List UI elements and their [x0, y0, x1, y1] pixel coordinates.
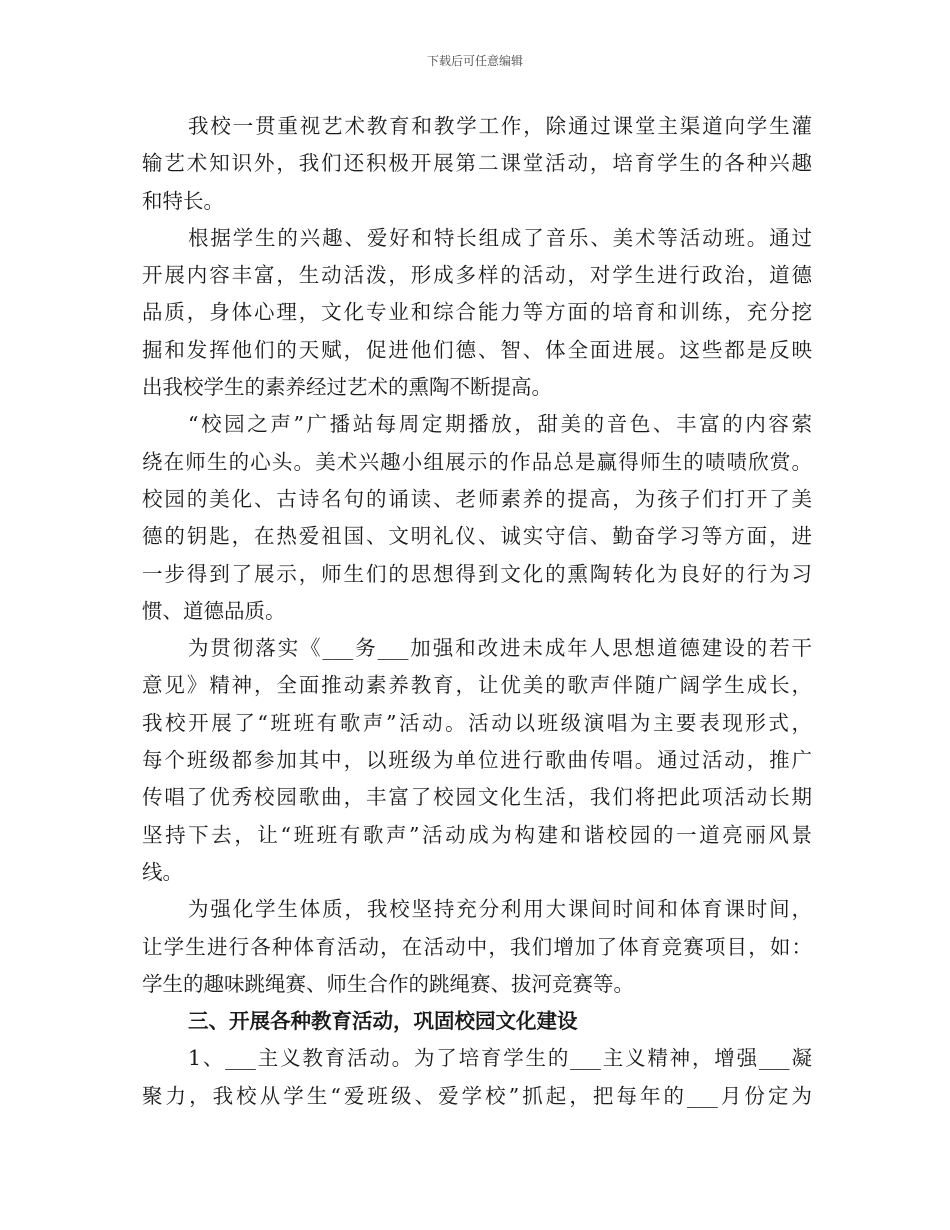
paragraph-line: 一步得到了展示，师生们的思想得到文化的熏陶转化为良好的行为习	[142, 561, 812, 586]
paragraph-line: 我校一贯重视艺术教育和教学工作，除通过课堂主渠道向学生灌	[188, 114, 812, 138]
paragraph-line: 每个班级都参加其中，以班级为单位进行歌曲传唱。通过活动，推广	[142, 748, 812, 773]
paragraph-line: 坚持下去，让“班班有歌声”活动成为构建和谐校园的一道亮丽风景	[142, 822, 812, 847]
paragraph-line: 意见》精神，全面推动素养教育，让优美的歌声伴随广阔学生成长，	[142, 673, 812, 698]
paragraph-line: 为贯彻落实《___务___加强和改进未成年人思想道德建设的若干	[188, 636, 812, 661]
section-heading: 三、开展各种教育活动，巩固校园文化建设	[188, 1009, 578, 1034]
paragraph-line: 传唱了优秀校园歌曲，丰富了校园文化生活，我们将把此项活动长期	[142, 785, 812, 810]
paragraph-line: 德的钥匙，在热爱祖国、文明礼仪、诚实守信、勤奋学习等方面，进	[142, 524, 812, 549]
paragraph-line: 根据学生的兴趣、爱好和特长组成了音乐、美术等活动班。通过	[188, 225, 812, 250]
paragraph-line: 让学生进行各种体育活动，在活动中，我们增加了体育竞赛项目，如：	[142, 934, 812, 959]
paragraph-line: 惯、道德品质。	[142, 598, 286, 623]
paragraph-line: 绕在师生的心头。美术兴趣小组展示的作品总是赢得师生的啧啧欣赏。	[142, 449, 812, 474]
paragraph-line: 输艺术知识外，我们还积极开展第二课堂活动，培育学生的各种兴趣	[142, 151, 812, 176]
paragraph-line: 校园的美化、古诗名句的诵读、老师素养的提高，为孩子们打开了美	[142, 486, 812, 511]
paragraph-line: 为强化学生体质，我校坚持充分利用大课间时间和体育课时间，	[188, 897, 812, 922]
paragraph-line: 掘和发挥他们的天赋，促进他们德、智、体全面进展。这些都是反映	[142, 337, 812, 362]
paragraph-line: 学生的趣味跳绳赛、师生合作的跳绳赛、拔河竞赛等。	[142, 971, 634, 996]
paragraph-line: 线。	[142, 859, 183, 884]
paragraph-line: 开展内容丰富，生动活泼，形成多样的活动，对学生进行政治，道德	[142, 263, 812, 288]
paragraph-line: “校园之声”广播站每周定期播放，甜美的音色、丰富的内容萦	[188, 412, 812, 437]
paragraph-line: 出我校学生的素养经过艺术的熏陶不断提高。	[142, 375, 552, 400]
paragraph-line: 品质，身体心理，文化专业和综合能力等方面的培育和训练，充分挖	[142, 300, 812, 325]
paragraph-line: 我校开展了“班班有歌声”活动。活动以班级演唱为主要表现形式，	[142, 710, 812, 735]
paragraph-line: 和特长。	[142, 188, 224, 213]
paragraph-line: 聚力，我校从学生“爱班级、爱学校”抓起，把每年的___月份定为	[142, 1083, 812, 1108]
page-header: 下载后可任意编辑	[426, 54, 523, 68]
document-body	[142, 108, 812, 1115]
paragraph-line: 1、___主义教育活动。为了培育学生的___主义精神，增强___凝	[188, 1046, 812, 1071]
